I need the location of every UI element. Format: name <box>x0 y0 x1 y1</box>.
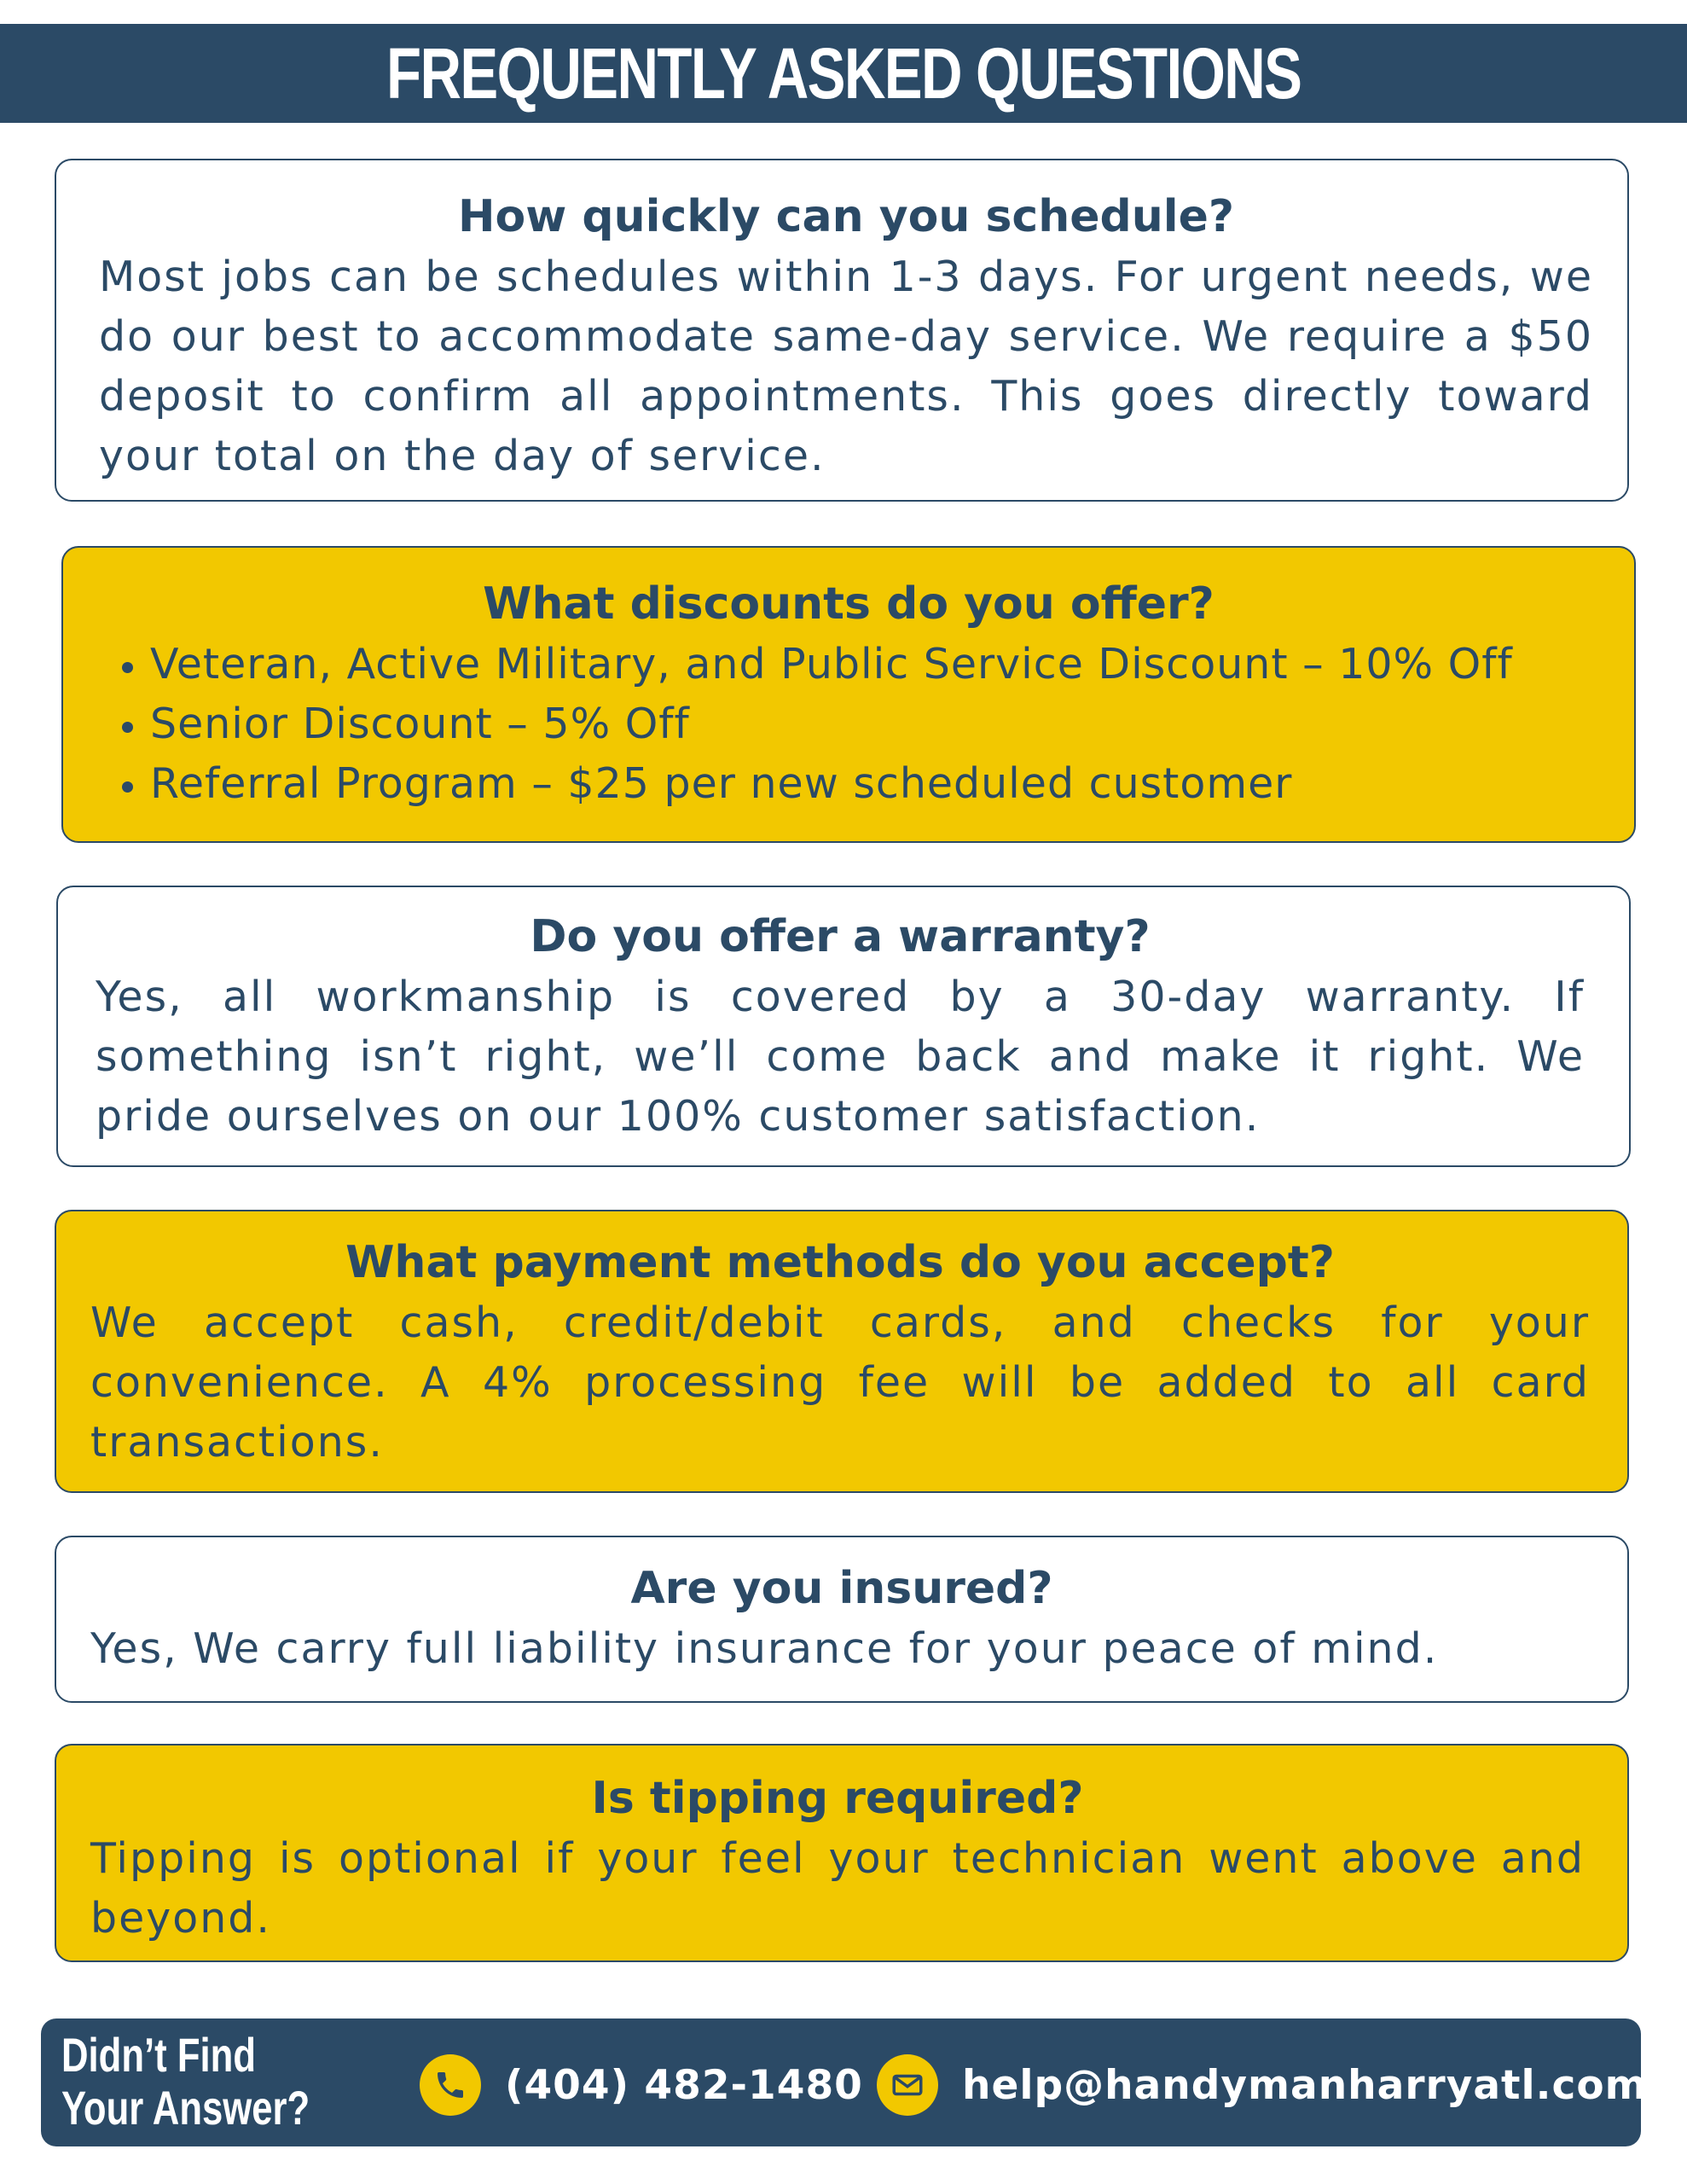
faq-question: How quickly can you schedule? <box>457 191 1235 242</box>
phone-icon <box>420 2054 481 2116</box>
email-contact[interactable] <box>877 2054 1648 2116</box>
footer-prompt-line2: Your Answer? <box>61 2081 310 2135</box>
faq-question: Are you insured? <box>630 1563 1053 1614</box>
contact-footer <box>41 2018 1648 2146</box>
faq-question: What payment methods do you accept? <box>345 1237 1335 1288</box>
footer-prompt-line1: Didn’t Find <box>61 2028 257 2082</box>
discount-list <box>97 635 1600 814</box>
faq-question: What discounts do you offer? <box>483 578 1215 630</box>
faq-answer: Most jobs can be schedules within 1-3 days. For urgent needs, we do our best to accommodate same-day service. We require a $50 deposit to confirm all appointments. This goes directly toward your total on the day of service. <box>99 253 1593 480</box>
page-title: FREQUENTLY ASKED QUESTIONS <box>386 32 1301 113</box>
faq-answer: Yes, all workmanship is covered by a 30-day warranty. If something isn’t right, we’ll come back and make it right. We pride ourselves on our 100% customer satisfaction. <box>96 973 1585 1141</box>
faq-card-tipping <box>55 1744 1629 1962</box>
footer-prompt <box>61 2029 310 2135</box>
phone-contact[interactable] <box>420 2054 863 2116</box>
list-item: • Referral Program – $25 per new scheduled customer <box>150 754 1600 814</box>
list-item: • Senior Discount – 5% Off <box>150 694 1600 754</box>
faq-answer: We accept cash, credit/debit cards, and checks for your convenience. A 4% processing fee will be added to all card transactions. <box>90 1298 1590 1467</box>
mail-icon <box>877 2054 938 2116</box>
faq-question: Do you offer a warranty? <box>530 911 1151 962</box>
faq-card-scheduling <box>55 159 1629 502</box>
faq-card-payment <box>55 1210 1629 1493</box>
faq-card-warranty <box>56 886 1631 1167</box>
phone-number[interactable]: (404) 482-1480 <box>505 2061 863 2109</box>
email-address[interactable]: help@handymanharryatl.com <box>962 2061 1648 2109</box>
faq-answer: Tipping is optional if your feel your technician went above and beyond. <box>90 1834 1585 1943</box>
header-banner <box>0 24 1687 123</box>
faq-card-insurance <box>55 1536 1629 1703</box>
faq-card-discounts <box>61 546 1636 843</box>
list-item: • Veteran, Active Military, and Public Service Discount – 10% Off <box>150 635 1600 694</box>
faq-question: Is tipping required? <box>591 1773 1084 1824</box>
faq-answer: Yes, We carry full liability insurance for your peace of mind. <box>90 1624 1439 1673</box>
